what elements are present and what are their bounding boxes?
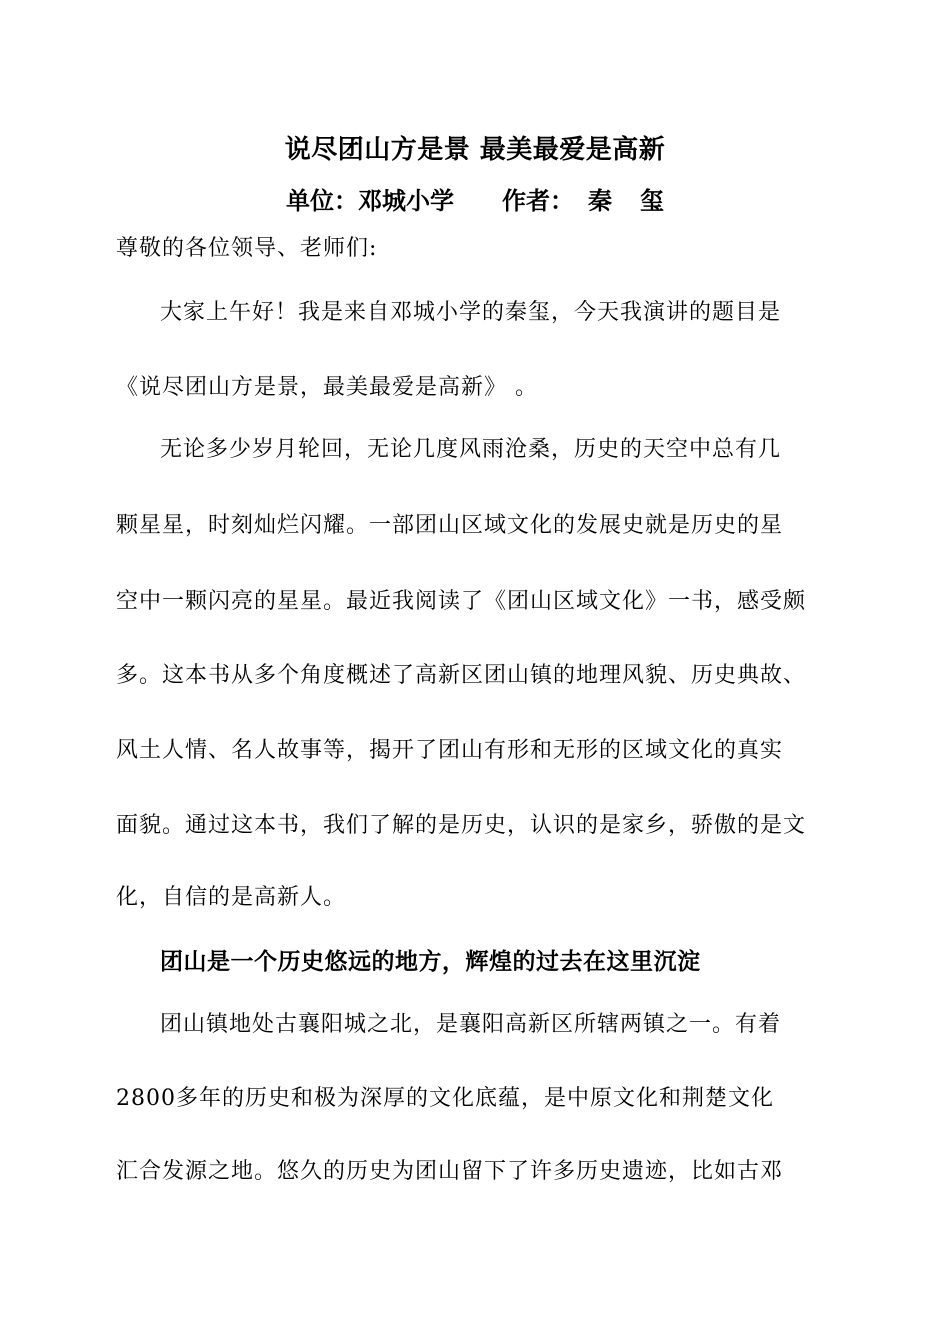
paragraph-line: 化，自信的是高新人。 <box>116 885 347 910</box>
salutation-line: 尊敬的各位领导、老师们: <box>116 236 378 261</box>
paragraph-line: 风土人情、名人故事等，揭开了团山有形和无形的区域文化的真实 <box>116 738 784 763</box>
paragraph-line: 大家上午好！我是来自邓城小学的秦玺，今天我演讲的题目是 <box>160 300 782 325</box>
byline-author-last: 玺 <box>640 187 664 215</box>
paragraph-line: 汇合发源之地。悠久的历史为团山留下了许多历史遗迹，比如古邓 <box>116 1159 784 1184</box>
paragraph-line: 颗星星，时刻灿烂闪耀。一部团山区域文化的发展史就是历史的星 <box>116 513 784 538</box>
paragraph-line: 无论多少岁月轮回，无论几度风雨沧桑，历史的天空中总有几 <box>160 437 782 462</box>
paragraph-line: 多。这本书从多个角度概述了高新区团山镇的地理风貌、历史典故、 <box>116 663 807 688</box>
section-heading: 团山是一个历史悠远的地方，辉煌的过去在这里沉淀 <box>160 949 701 975</box>
paragraph-line: 面貌。通过这本书，我们了解的是历史，认识的是家乡，骄傲的是文 <box>116 813 807 838</box>
paragraph-line: 团山镇地处古襄阳城之北，是襄阳高新区所辖两镇之一。有着 <box>160 1012 782 1037</box>
paragraph-line: 《说尽团山方是景，最美最爱是高新》 。 <box>116 375 538 400</box>
byline <box>0 181 950 221</box>
byline-unit: 单位：邓城小学 <box>286 187 454 215</box>
paragraph-line: 空中一颗闪亮的星星。最近我阅读了《团山区域文化》一书，感受颇 <box>116 589 807 614</box>
byline-author-label: 作者： <box>502 187 574 215</box>
paragraph-line: 2800多年的历史和极为深厚的文化底蕴，是中原文化和荆楚文化 <box>116 1086 774 1111</box>
page-title: 说尽团山方是景 最美最爱是高新 <box>284 135 666 165</box>
byline-author-first: 秦 <box>588 187 612 215</box>
